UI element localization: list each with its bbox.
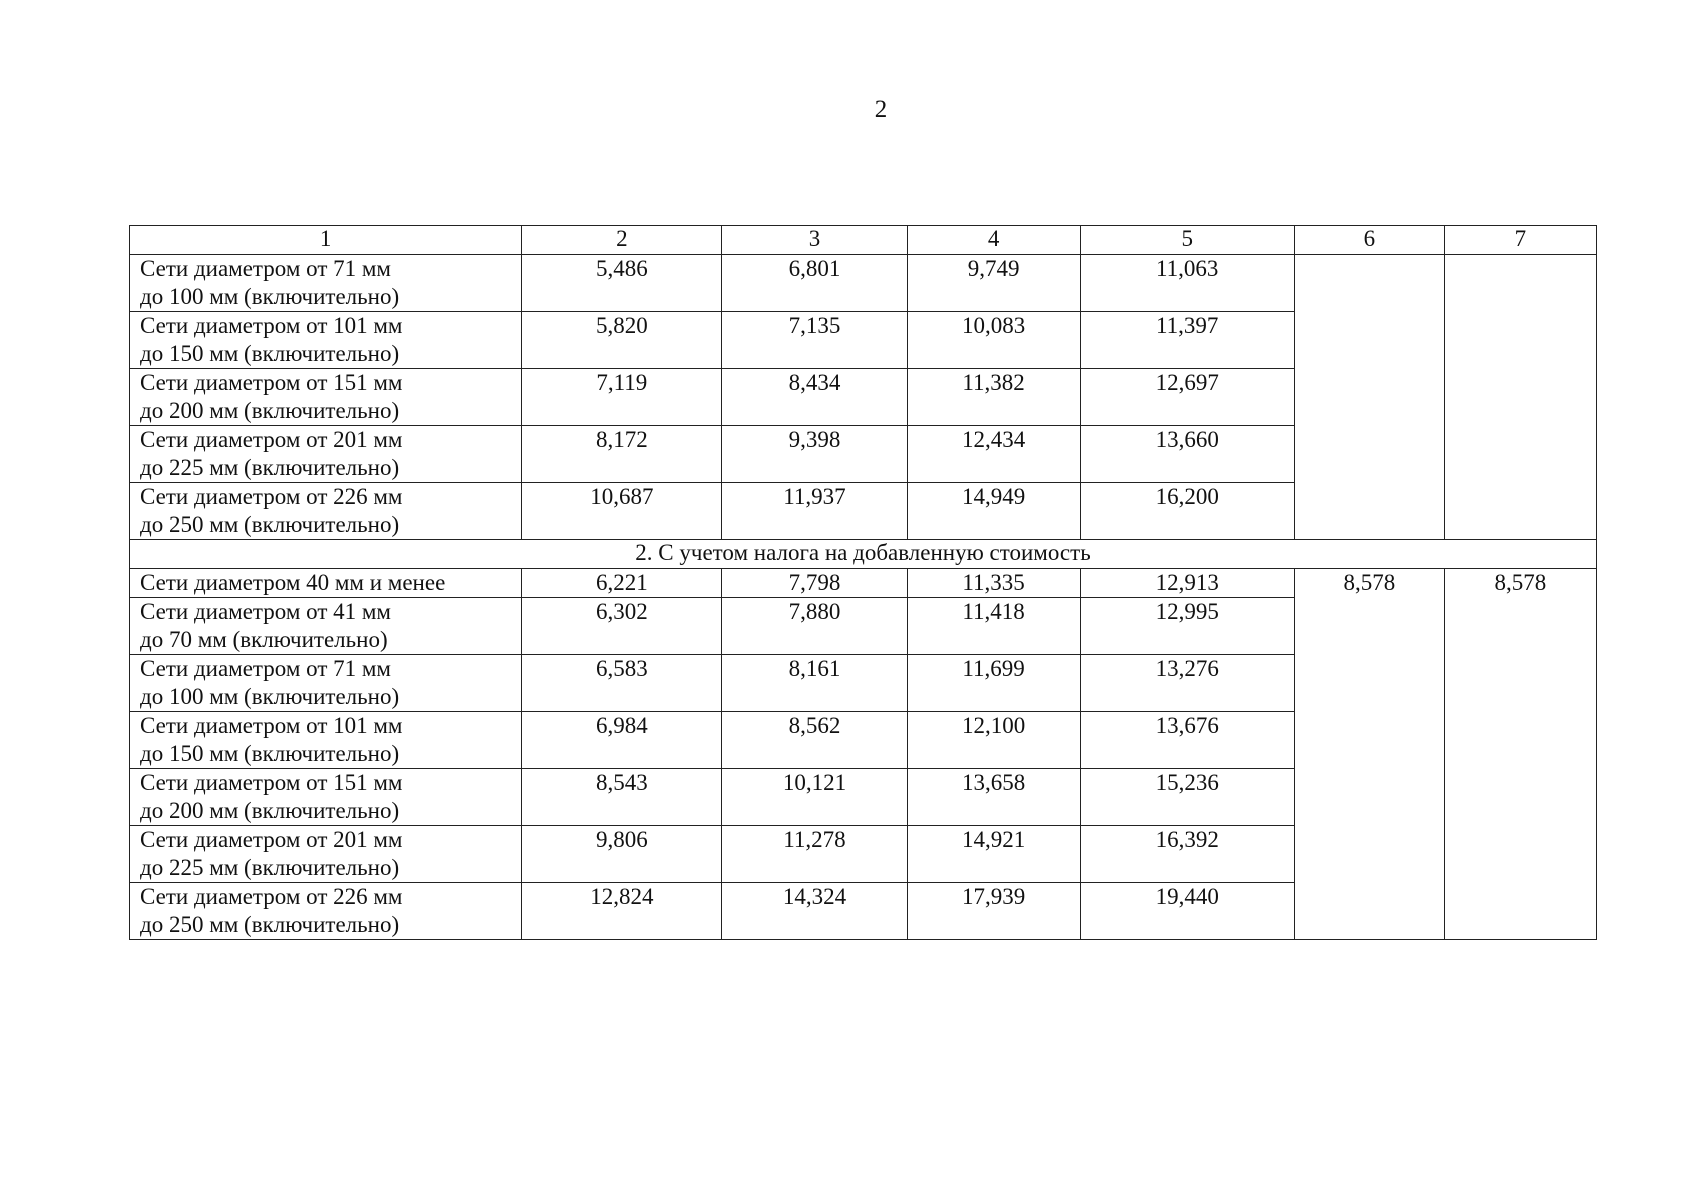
value-cell: 11,937: [722, 483, 907, 540]
value-cell: 11,382: [907, 369, 1080, 426]
value-cell: 8,172: [522, 426, 722, 483]
value-cell: 10,121: [722, 769, 907, 826]
column-number: 5: [1080, 226, 1294, 255]
value-cell: 8,543: [522, 769, 722, 826]
value-cell: 12,697: [1080, 369, 1294, 426]
value-cell: 19,440: [1080, 883, 1294, 940]
row-label: Сети диаметром 40 мм и менее: [130, 569, 522, 598]
value-cell: 9,398: [722, 426, 907, 483]
value-cell: 14,324: [722, 883, 907, 940]
value-cell: 10,083: [907, 312, 1080, 369]
value-cell: 14,921: [907, 826, 1080, 883]
value-cell: 7,135: [722, 312, 907, 369]
row-label: Сети диаметром от 226 мм до 250 мм (включительно): [130, 883, 522, 940]
value-cell: 7,880: [722, 598, 907, 655]
value-cell: 11,063: [1080, 255, 1294, 312]
merged-cell-col6: 8,578: [1294, 569, 1444, 940]
value-cell: 12,824: [522, 883, 722, 940]
value-cell: 16,392: [1080, 826, 1294, 883]
merged-cell-col6: [1294, 255, 1444, 540]
value-cell: 8,562: [722, 712, 907, 769]
value-cell: 7,119: [522, 369, 722, 426]
table-row: [130, 569, 1597, 598]
value-cell: 13,676: [1080, 712, 1294, 769]
section-title-row: [130, 540, 1597, 569]
value-cell: 11,418: [907, 598, 1080, 655]
value-cell: 9,749: [907, 255, 1080, 312]
column-number: 4: [907, 226, 1080, 255]
value-cell: 12,434: [907, 426, 1080, 483]
value-cell: 17,939: [907, 883, 1080, 940]
value-cell: 6,302: [522, 598, 722, 655]
row-label: Сети диаметром от 151 мм до 200 мм (включительно): [130, 369, 522, 426]
value-cell: 6,801: [722, 255, 907, 312]
table-row: [130, 255, 1597, 312]
column-number: 2: [522, 226, 722, 255]
value-cell: 11,397: [1080, 312, 1294, 369]
value-cell: 12,913: [1080, 569, 1294, 598]
value-cell: 13,276: [1080, 655, 1294, 712]
value-cell: 8,161: [722, 655, 907, 712]
column-number-row: [130, 226, 1597, 255]
value-cell: 5,820: [522, 312, 722, 369]
value-cell: 6,583: [522, 655, 722, 712]
row-label: Сети диаметром от 101 мм до 150 мм (включительно): [130, 312, 522, 369]
column-number: 1: [130, 226, 522, 255]
value-cell: 11,278: [722, 826, 907, 883]
section-title: 2. С учетом налога на добавленную стоимость: [130, 540, 1597, 569]
value-cell: 8,434: [722, 369, 907, 426]
value-cell: 10,687: [522, 483, 722, 540]
value-cell: 11,699: [907, 655, 1080, 712]
page-number: 2: [874, 96, 888, 123]
value-cell: 6,984: [522, 712, 722, 769]
value-cell: 9,806: [522, 826, 722, 883]
row-label: Сети диаметром от 201 мм до 225 мм (включительно): [130, 426, 522, 483]
merged-cell-col7: 8,578: [1444, 569, 1596, 940]
row-label: Сети диаметром от 71 мм до 100 мм (включительно): [130, 255, 522, 312]
value-cell: 12,995: [1080, 598, 1294, 655]
value-cell: 13,658: [907, 769, 1080, 826]
row-label: Сети диаметром от 226 мм до 250 мм (включительно): [130, 483, 522, 540]
value-cell: 13,660: [1080, 426, 1294, 483]
value-cell: 14,949: [907, 483, 1080, 540]
tariff-table: [129, 225, 1597, 940]
value-cell: 16,200: [1080, 483, 1294, 540]
row-label: Сети диаметром от 201 мм до 225 мм (включительно): [130, 826, 522, 883]
row-label: Сети диаметром от 41 мм до 70 мм (включительно): [130, 598, 522, 655]
row-label: Сети диаметром от 71 мм до 100 мм (включительно): [130, 655, 522, 712]
column-number: 6: [1294, 226, 1444, 255]
merged-cell-col7: [1444, 255, 1596, 540]
value-cell: 5,486: [522, 255, 722, 312]
value-cell: 12,100: [907, 712, 1080, 769]
row-label: Сети диаметром от 101 мм до 150 мм (включительно): [130, 712, 522, 769]
value-cell: 6,221: [522, 569, 722, 598]
value-cell: 15,236: [1080, 769, 1294, 826]
row-label: Сети диаметром от 151 мм до 200 мм (включительно): [130, 769, 522, 826]
value-cell: 11,335: [907, 569, 1080, 598]
column-number: 7: [1444, 226, 1596, 255]
column-number: 3: [722, 226, 907, 255]
value-cell: 7,798: [722, 569, 907, 598]
